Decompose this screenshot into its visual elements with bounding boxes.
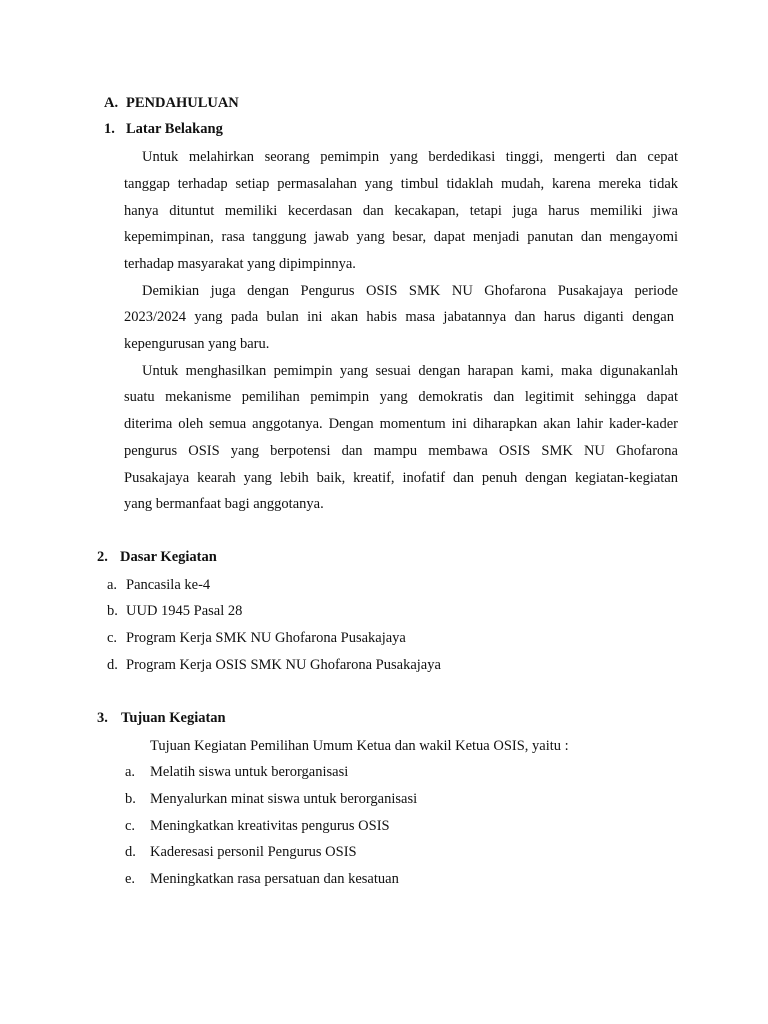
- paragraph-line: terhadap masyarakat yang dipimpinnya.: [124, 256, 356, 272]
- list-marker: a.: [125, 764, 136, 780]
- list-item: Melatih siswa untuk berorganisasi: [150, 764, 349, 780]
- section-a-letter: A.: [104, 95, 119, 111]
- paragraph-line: Pusakajaya kearah yang lebih baik, kreatif, inofatif dan penuh dengan kegiatan-kegiatan: [124, 470, 678, 486]
- list-item: Kaderesasi personil Pengurus OSIS: [150, 844, 357, 860]
- list-item: Meningkatkan rasa persatuan dan kesatuan: [150, 871, 399, 887]
- list-marker: c.: [107, 630, 118, 646]
- list-marker: b.: [125, 791, 136, 807]
- list-item: UUD 1945 Pasal 28: [126, 603, 243, 619]
- paragraph-line: suatu mekanisme pemilihan pemimpin yang demokratis dan legitimit sehingga dapat: [124, 389, 678, 405]
- list-marker: b.: [107, 603, 118, 619]
- dasar-number: 2.: [97, 549, 108, 565]
- list-marker: d.: [107, 657, 118, 673]
- paragraph-line: hanya dituntut memiliki kecerdasan dan kecakapan, tetapi juga harus memiliki jiwa: [124, 203, 678, 219]
- list-item: Program Kerja SMK NU Ghofarona Pusakajaya: [126, 630, 406, 646]
- paragraph-line: kepengurusan yang baru.: [124, 336, 270, 352]
- paragraph-line: diterima oleh semua anggotanya. Dengan momentum ini diharapkan akan lahir kader-kader: [124, 416, 678, 432]
- list-marker: e.: [125, 871, 136, 887]
- paragraph-line: Untuk menghasilkan pemimpin yang sesuai dengan harapan kami, maka digunakanlah: [142, 363, 678, 379]
- list-item: Meningkatkan kreativitas pengurus OSIS: [150, 818, 390, 834]
- list-item: Pancasila ke-4: [126, 577, 211, 593]
- paragraph-line: tanggap terhadap setiap permasalahan yang timbul tidaklah mudah, karena mereka tidak: [124, 176, 678, 192]
- paragraph-line: yang bermanfaat bagi anggotanya.: [124, 496, 324, 512]
- paragraph-line: kepemimpinan, rasa tanggung jawab yang besar, dapat menjadi panutan dan mengayomi: [124, 229, 678, 245]
- paragraph-line: 2023/2024 yang pada bulan ini akan habis masa jabatannya dan harus diganti dengan: [124, 309, 674, 325]
- tujuan-intro: Tujuan Kegiatan Pemilihan Umum Ketua dan wakil Ketua OSIS, yaitu :: [150, 738, 569, 754]
- list-marker: a.: [107, 577, 118, 593]
- latar-number: 1.: [104, 121, 115, 137]
- paragraph-line: Demikian juga dengan Pengurus OSIS SMK NU Ghofarona Pusakajaya periode: [142, 283, 678, 299]
- paragraph-line: pengurus OSIS yang berpotensi dan mampu membawa OSIS SMK NU Ghofarona: [124, 443, 678, 459]
- section-a-title: PENDAHULUAN: [126, 95, 239, 111]
- tujuan-number: 3.: [97, 710, 108, 726]
- list-marker: d.: [125, 844, 136, 860]
- tujuan-title: Tujuan Kegiatan: [121, 710, 226, 726]
- list-item: Program Kerja OSIS SMK NU Ghofarona Pusakajaya: [126, 657, 441, 673]
- paragraph-line: Untuk melahirkan seorang pemimpin yang berdedikasi tinggi, mengerti dan cepat: [142, 149, 678, 165]
- list-item: Menyalurkan minat siswa untuk berorganisasi: [150, 791, 418, 807]
- latar-title: Latar Belakang: [126, 121, 223, 137]
- list-marker: c.: [125, 818, 136, 834]
- dasar-title: Dasar Kegiatan: [120, 549, 217, 565]
